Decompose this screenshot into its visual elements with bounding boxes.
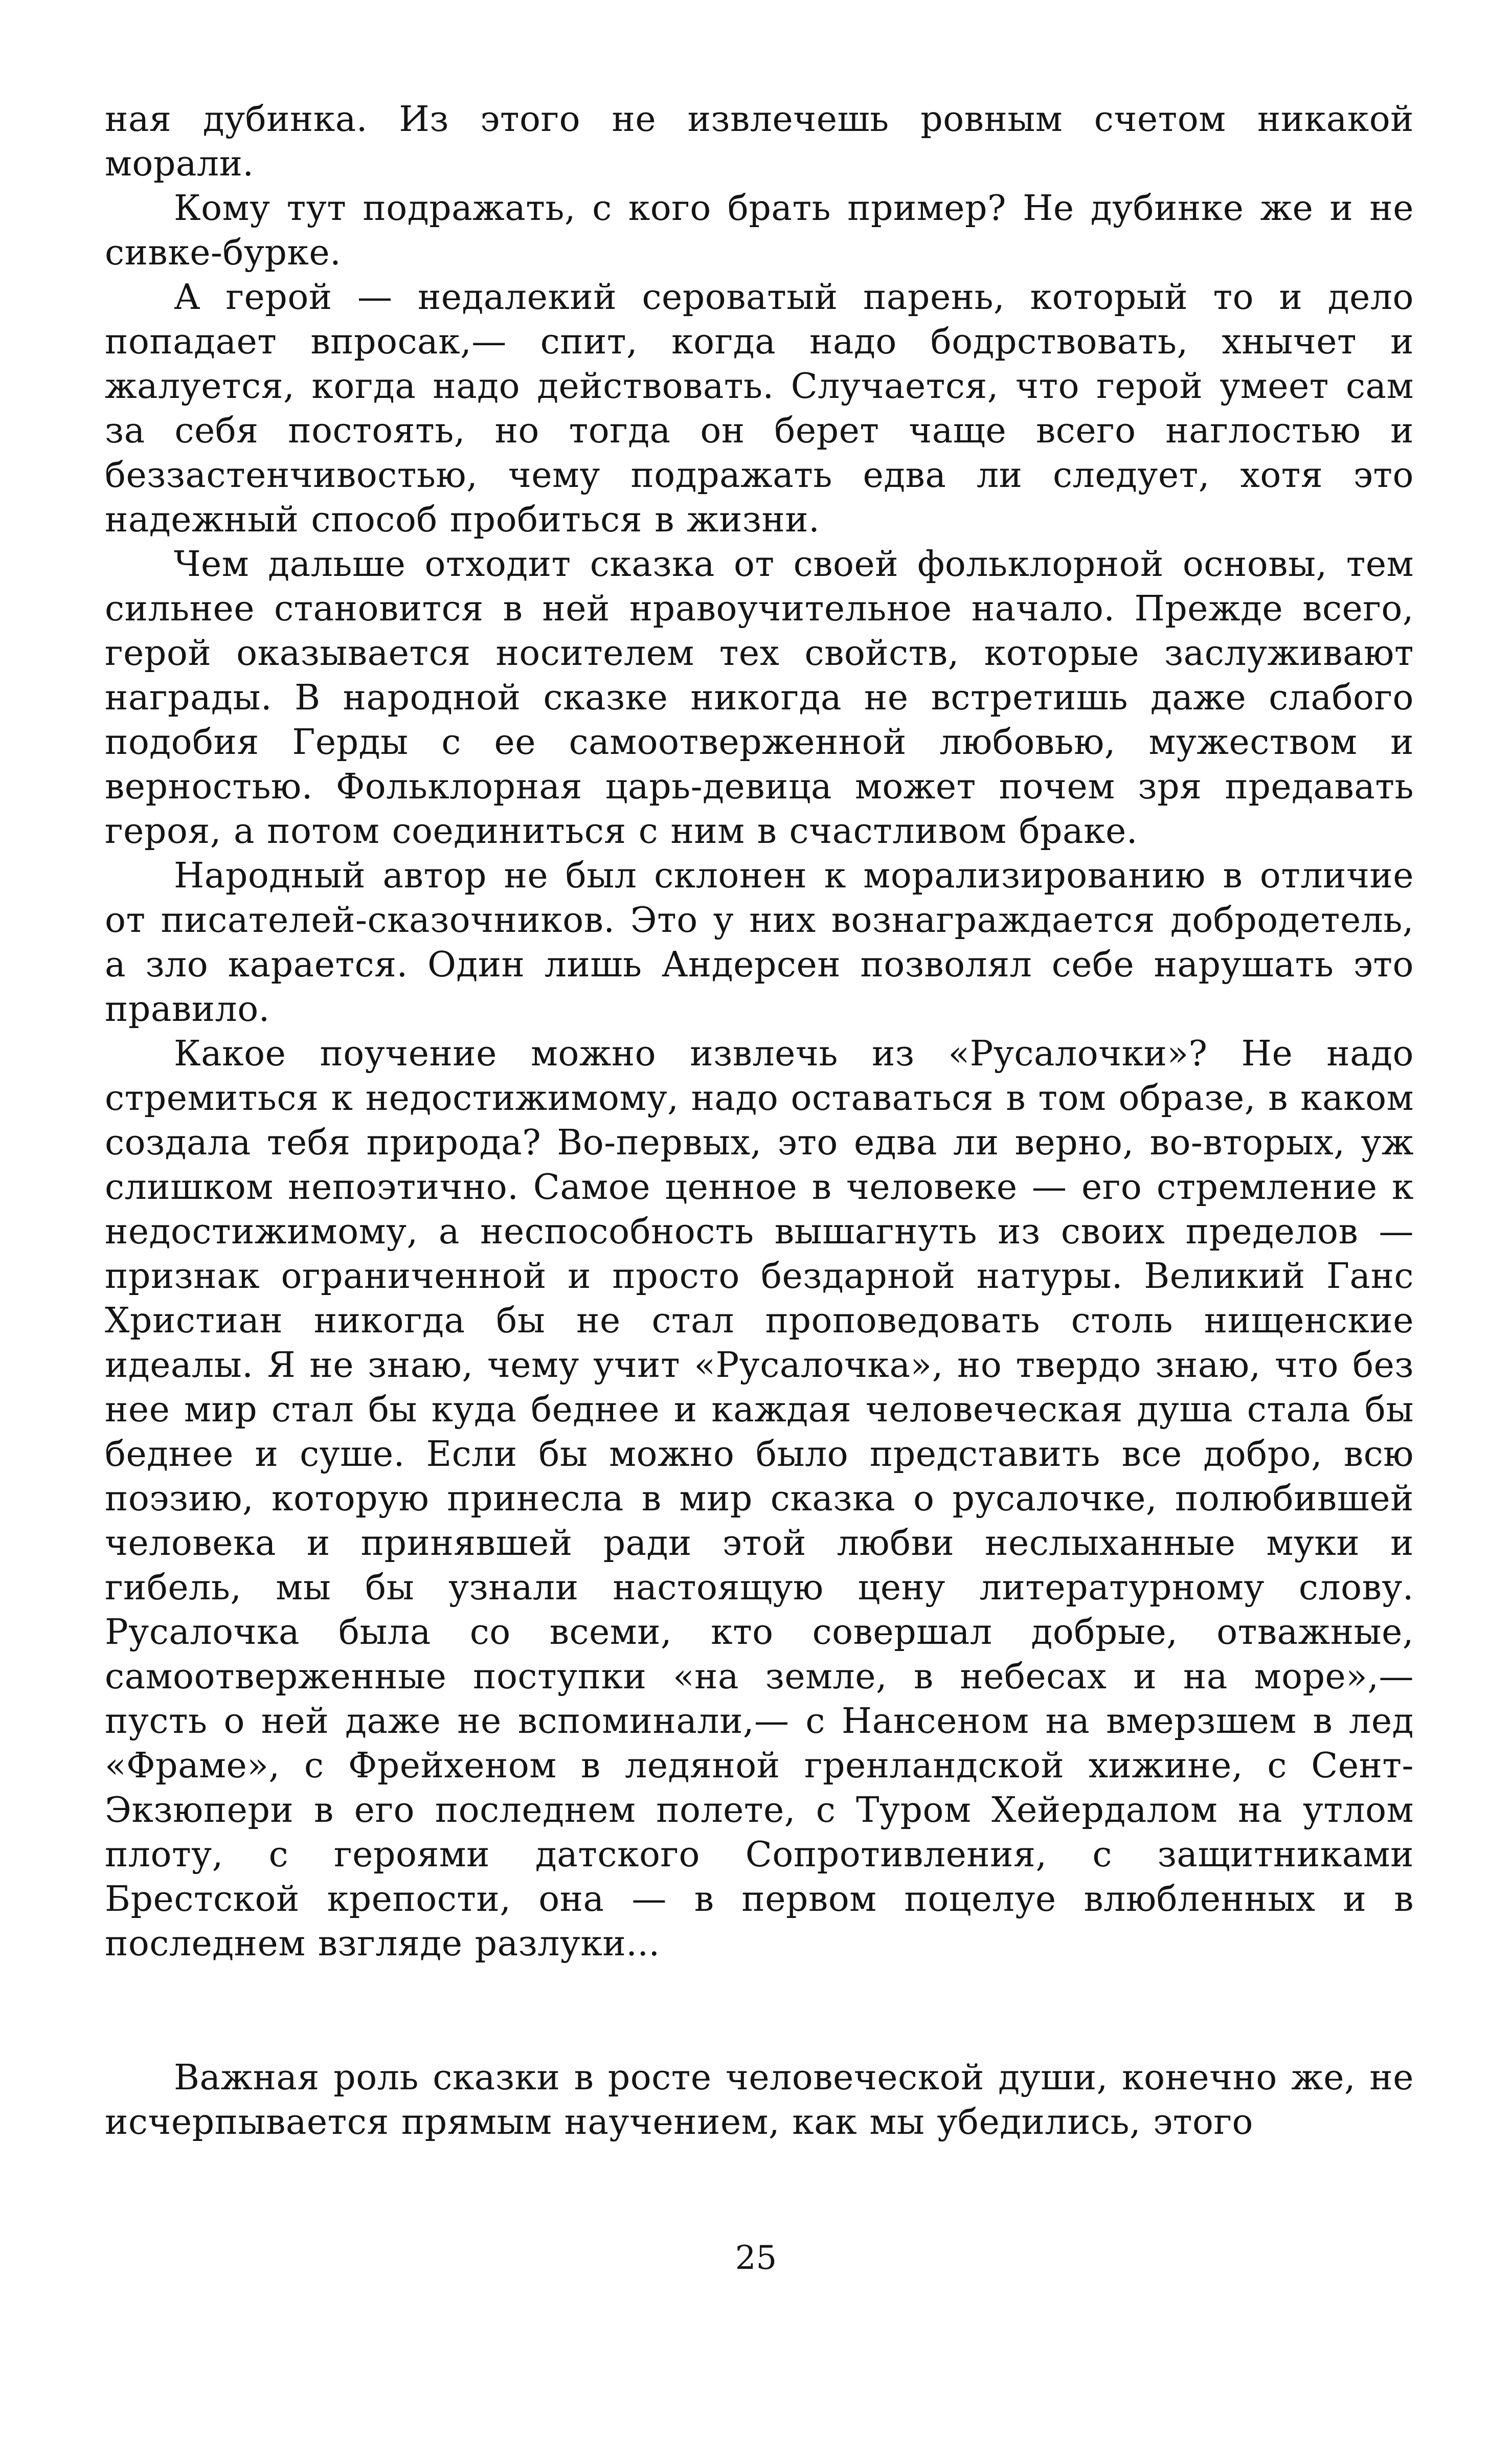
paragraph-4: Чем дальше отходит сказка от своей фольклорной основы, тем сильнее становится в ней нравоучительное начало. Прежде всего, герой оказывается носителем тех свойств, которые заслуживают награды. В народной сказке никогда не встретишь даже слабого подобия Герды с ее самоотверженной любовью, мужеством и верностью. Фольклорная царь-девица может почем зря предавать героя, а потом соединиться с ним в счастливом браке. bbox=[105, 544, 1414, 852]
paragraph-6: Какое поучение можно извлечь из «Русалочки»? Не надо стремиться к недостижимому, надо оставаться в том образе, в каком создала тебя природа? Во-первых, это едва ли верно, во-вторых, уж слишком непоэтично. Самое ценное в человеке — его стремление к недостижимому, а неспособность вышагнуть из своих пределов — признак ограниченной и просто бездарной натуры. Великий Ганс Христиан никогда бы не стал проповедовать столь нищенские идеалы. Я не знаю, чему учит «Русалочка», но твердо знаю, что без нее мир стал бы куда беднее и каждая человеческая душа стала бы беднее и суше. Если бы можно было представить все добро, всю поэзию, которую принесла в мир сказка о русалочке, полюбившей человека и принявшей ради этой любви неслыханные муки и гибель, мы бы узнали настоящую цену литературному слову. Русалочка была со всеми, кто совершал добрые, отважные, самоотверженные поступки «на земле, в небесах и на море»,— пусть о ней даже не вспоминали,— с Нансеном на вмерзшем в лед «Фраме», с Фрейхеном в ледяной гренландской хижине, с Сент-Экзюпери в его последнем полете, с Туром Хейердалом на утлом плоту, с героями датского Сопротивления, с защитниками Брестской крепости, она — в первом поцелуе влюбленных и в последнем взгляде разлуки... bbox=[105, 1034, 1414, 1964]
paragraph-5: Народный автор не был склонен к морализированию в отличие от писателей-сказочников. Это у них вознаграждается добродетель, а зло карается. Один лишь Андерсен позволял себе нарушать это правило. bbox=[105, 856, 1414, 1030]
page-number: 25 bbox=[735, 2239, 777, 2277]
paragraph-2: Кому тут подражать, с кого брать пример? Не дубинке же и не сивке-бурке. bbox=[105, 188, 1414, 273]
paragraph-3: А герой — недалекий сероватый парень, который то и дело попадает впросак,— спит, когда надо бодрствовать, хнычет и жалуется, когда надо действовать. Случается, что герой умеет сам за себя постоять, но тогда он берет чаще всего наглостью и беззастенчивостью, чему подражать едва ли следует, хотя это надежный способ пробиться в жизни. bbox=[105, 277, 1414, 540]
page-body bbox=[105, 97, 1414, 2145]
paragraph-1: ная дубинка. Из этого не извлечешь ровным счетом никакой морали. bbox=[105, 99, 1414, 184]
paragraph-7: Важная роль сказки в росте человеческой души, конечно же, не исчерпывается прямым научением, как мы убедились, этого bbox=[105, 2058, 1414, 2142]
